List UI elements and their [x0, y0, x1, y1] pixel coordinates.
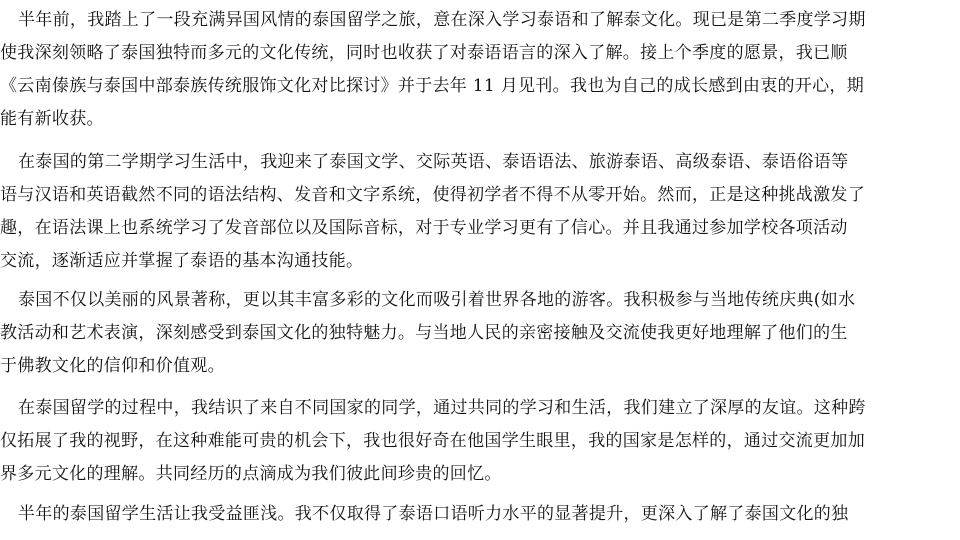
- text-line-12: 在泰国留学的过程中，我结识了来自不同国家的同学，通过共同的学习和生活，我们建立了深厚的友谊。这种跨: [18, 398, 866, 418]
- text-line-11: 于佛教文化的信仰和价值观。: [0, 356, 225, 376]
- text-line-14: 界多元文化的理解。共同经历的点滴成为我们彼此间珍贵的回忆。: [0, 464, 502, 484]
- text-line-5: 在泰国的第二学期学习生活中，我迎来了泰国文学、交际英语、泰语语法、旅游泰语、高级泰语、泰语俗语等: [18, 152, 849, 172]
- text-line-8: 交流，逐渐适应并掌握了泰语的基本沟通技能。: [0, 251, 364, 271]
- text-line-1: 半年前，我踏上了一段充满异国风情的泰国留学之旅，意在深入学习泰语和了解泰文化。现已是第二季度学习期: [18, 10, 866, 30]
- text-line-7: 趣，在语法课上也系统学习了发音部位以及国际音标，对于专业学习更有了信心。并且我通过参加学校各项活动: [0, 218, 848, 238]
- text-line-3: 《云南傣族与泰国中部泰族传统服饰文化对比探讨》并于去年 11 月见刊。我也为自己的成长感到由衷的开心，期: [0, 76, 865, 96]
- text-line-4: 能有新收获。: [0, 109, 104, 129]
- text-line-10: 教活动和艺术表演，深刻感受到泰国文化的独特魅力。与当地人民的亲密接触及交流使我更好地理解了他们的生: [0, 323, 848, 343]
- text-line-9: 泰国不仅以美丽的风景著称，更以其丰富多彩的文化而吸引着世界各地的游客。我积极参与当地传统庆典(如水: [18, 290, 856, 310]
- text-line-13: 仅拓展了我的视野，在这种难能可贵的机会下，我也很好奇在他国学生眼里，我的国家是怎样的，通过交流更加加: [0, 431, 865, 451]
- text-line-15: 半年的泰国留学生活让我受益匪浅。我不仅取得了泰语口语听力水平的显著提升，更深入了解了泰国文化的独: [18, 504, 849, 524]
- text-line-6: 语与汉语和英语截然不同的语法结构、发音和文字系统，使得初学者不得不从零开始。然而，正是这种挑战激发了: [0, 185, 865, 205]
- text-line-2: 使我深刻领略了泰国独特而多元的文化传统，同时也收获了对泰语语言的深入了解。接上个季度的愿景，我已顺: [0, 43, 848, 63]
